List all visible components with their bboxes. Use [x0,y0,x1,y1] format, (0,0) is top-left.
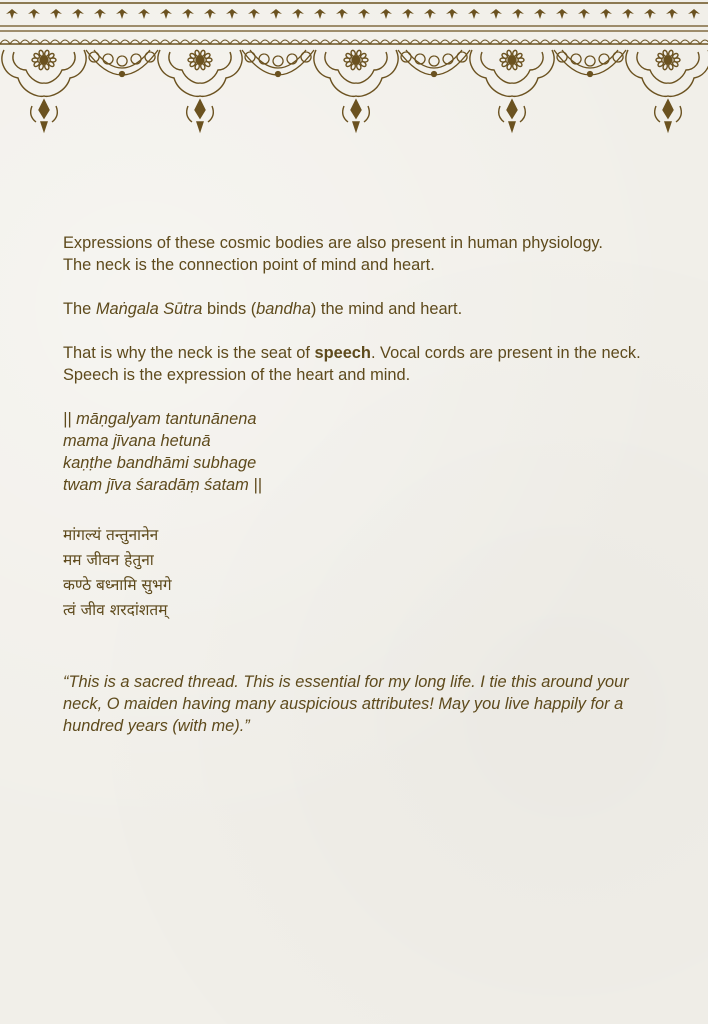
translation-quote: “This is a sacred thread. This is essential for my long life. I tie this around your neck, O maiden having many auspicious attributes! May you live happily for a hundred years (with me).” [63,673,629,735]
medallion-row [2,50,708,131]
verse-line: मम जीवन हेतुना [63,551,154,569]
verse-transliteration [63,408,653,496]
term-speech: speech [314,344,371,362]
text-fragment: That is why the neck is the seat of [63,344,315,362]
text-fragment: The [63,300,96,318]
page-body [63,232,653,737]
verse-line: mama jīvana hetunā [63,432,211,450]
mehndi-border-ornament [0,0,708,140]
arrow-motif-row [6,9,700,19]
paragraph-speech [63,342,653,386]
text-fragment: binds ( [202,300,257,318]
paragraph-physiology-line2: The neck is the connection point of mind and heart. [63,256,435,274]
verse-line: kaṇṭhe bandhāmi subhage [63,454,257,472]
paragraph-mangala-sutra [63,298,653,320]
verse-line: twam jīva śaradāṃ śatam || [63,476,262,494]
verse-line: कण्ठे बध्नामि सुभगे [63,576,172,594]
text-fragment: ) the mind and heart. [310,300,463,318]
paragraph-physiology [63,232,653,276]
verse-line: मांगल्यं तन्तुनानेन [63,526,159,544]
term-mangala-sutra: Maṅgala Sūtra [95,300,203,318]
term-bandha: bandha [256,300,311,318]
paragraph-physiology-line1: Expressions of these cosmic bodies are also present in human physiology. [63,234,603,252]
verse-line: त्वं जीव शरदांशतम् [63,601,168,619]
text-fragment: . Vocal cords are present in the neck. Speech is the expression of the heart and mind. [63,344,641,384]
verse-line: || māṇgalyam tantunānena [63,410,257,428]
verse-devanagari [63,523,653,623]
